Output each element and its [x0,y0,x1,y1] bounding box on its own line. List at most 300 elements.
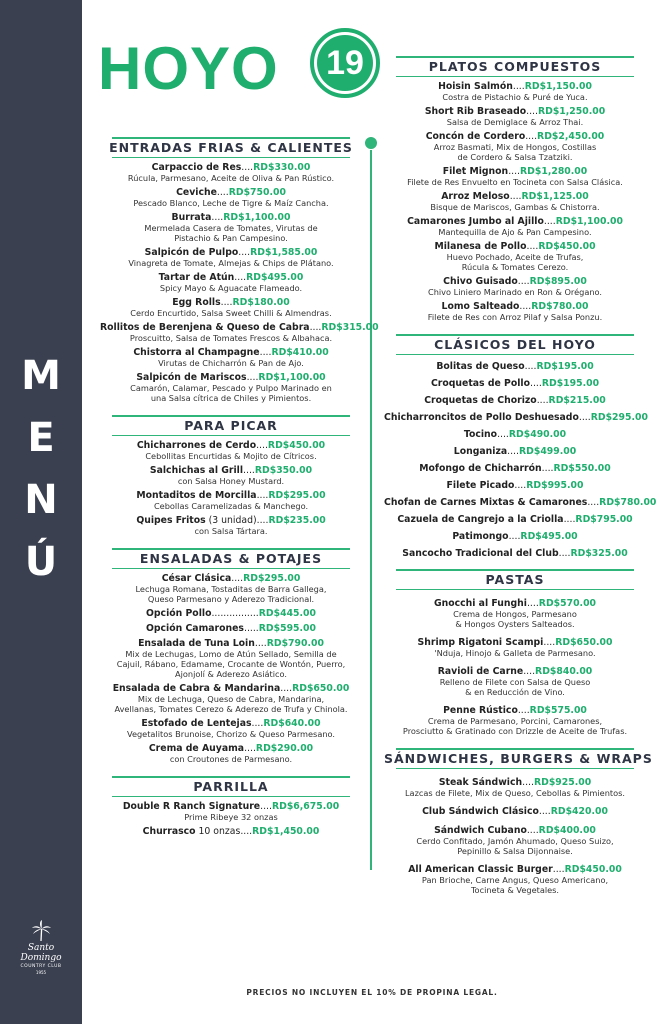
menu-item-line [100,573,362,584]
menu-item-description: Filete de Res Envuelto en Tocineta con Salsa Clásica. [407,177,623,187]
section-title-picar: PARA PICAR [100,415,362,436]
menu-item-description: Bisque de Mariscos, Gambas & Chistorra. [430,202,600,212]
menu-item-name: Croquetas de Chorizo [424,395,537,406]
menu-item-description: Spicy Mayo & Aguacate Flameado. [159,283,303,293]
menu-item-leader: .... [538,806,551,817]
menu-item-line [384,637,646,648]
menu-item [384,412,646,423]
menu-item-price: RD$750.00 [228,187,286,198]
menu-item-description: Camarón, Calamar, Pescado y Pulpo Marinado en una Salsa cítrica de Chiles y Pimientos. [130,383,332,403]
menu-item-price: RD$195.00 [541,378,600,389]
menu-item-price: RD$1,585.00 [250,247,318,258]
menu-item-name: Filete Picado [446,480,515,491]
menu-item [384,106,646,127]
menu-item [100,490,362,511]
menu-item-price: RD$1,100.00 [258,372,326,383]
menu-item-price: RD$290.00 [255,743,314,754]
menu-item-price: RD$640.00 [263,718,321,729]
menu-item-price: RD$445.00 [258,608,316,619]
menu-item [100,322,379,343]
menu-item-name: Churrasco [142,826,196,837]
menu-item-name: Crema de Auyama [148,743,245,754]
menu-item [100,297,362,318]
menu-item-name: Ensalada de Tuna Loin [138,638,255,649]
right-column [384,56,657,895]
menu-item-line [384,106,646,117]
menu-item-name: Cazuela de Cangrejo a la Criolla [397,514,564,525]
menu-item [384,191,646,212]
menu-item-price: RD$780.00 [531,301,589,312]
menu-item-price: RD$650.00 [555,637,613,648]
club-logo [6,920,76,975]
menu-item-name: Salpicón de Mariscos [136,372,247,383]
menu-item-price: RD$2,450.00 [537,131,605,142]
menu-item-leader: .... [254,638,267,649]
picar-list [100,440,362,536]
menu-item-leader: .... [216,187,229,198]
menu-item-price: RD$570.00 [538,598,597,609]
menu-item-name: Chicharroncitos de Pollo Deshuesado [384,412,579,423]
menu-item-leader: .... [238,247,251,258]
menu-item-line [100,322,379,333]
menu-item-name: Quipes Fritos [136,515,206,526]
menu-item-line [384,446,646,457]
menu-item-leader: .... [552,864,565,875]
menu-item-leader: .... [512,81,525,92]
menu-item-name: Bolitas de Queso [436,361,525,372]
menu-item-name: Rollitos de Berenjena & Queso de Cabra [100,322,310,333]
menu-item-name: Patimongo [452,531,509,542]
menu-item-name: Burrata [171,212,212,223]
menu-item-leader: .... [220,297,233,308]
menu-item-name: Carpaccio de Res [151,162,242,173]
menu-item-name: Opción Camarones [145,623,244,634]
menu-item-description: Huevo Pochado, Aceite de Trufas, Rúcula & Tomates Cerezo. [446,252,584,272]
menu-item-name: Chicharrones de Cerdo [136,440,257,451]
menu-item-name: Sancocho Tradicional del Club [402,548,559,559]
menu-item-price: RD$495.00 [246,272,304,283]
menu-item-price: RD$499.00 [518,446,577,457]
menu-item [384,480,646,491]
sandwiches-list [384,777,646,895]
menu-letter: M [21,353,61,399]
menu-item-price: RD$350.00 [254,465,313,476]
menu-item-line [384,806,646,817]
menu-item-line [384,825,646,836]
menu-item [100,683,362,714]
menu-item-leader: .... [541,463,554,474]
menu-item-description: Costra de Pistachio & Puré de Yuca. [442,92,588,102]
menu-item-leader: .... [497,429,509,440]
menu-item-leader: .... [517,276,530,287]
menu-item [100,162,362,183]
menu-item-leader: .... [522,777,534,788]
menu-item-price: RD$795.00 [575,514,633,525]
menu-item-description: Mermelada Casera de Tomates, Virutas de Pistachio & Pan Campesino. [144,223,318,243]
menu-item-line [384,241,646,252]
menu-item-description: Crema de Hongos, Parmesano & Hongos Oysters Salteados. [453,609,577,629]
menu-item [384,81,646,102]
menu-item-description: Lazcas de Filete, Mix de Queso, Cebollas & Pimientos. [404,788,625,798]
menu-item-name: All American Classic Burger [408,864,553,875]
menu-item-leader: .... [525,131,538,142]
menu-item-name: Chofan de Carnes Mixtas & Camarones [384,497,588,508]
menu-item-leader: ................ [211,608,259,619]
menu-item-description: Lechuga Romana, Tostaditas de Barra Gallega, Queso Parmesano y Aderezo Tradicional. [135,584,327,604]
brand-number: 19 [317,35,373,91]
menu-item-description: Mix de Lechuga, Queso de Cabra, Mandarina, Avellanas, Tomates Cerezo & Aderezo de Trufa y Chinola. [114,694,348,714]
menu-item-name: Egg Rolls [172,297,221,308]
menu-item-line [384,166,646,177]
menu-letter: N [24,477,58,523]
menu-item-price: RD$925.00 [533,777,592,788]
menu-item-leader: .... [256,440,268,451]
menu-item-description: Cebollitas Encurtidas & Mojito de Cítricos. [145,451,317,461]
menu-item-price: RD$790.00 [266,638,324,649]
flagstick-divider [370,150,372,870]
menu-item-name: Croquetas de Pollo [430,378,530,389]
menu-item [384,429,646,440]
section-title-entradas: ENTRADAS FRIAS & CALIENTES [100,137,362,158]
menu-item-line [384,666,646,677]
menu-item-price: RD$195.00 [536,361,594,372]
menu-item [384,463,646,474]
menu-item-price: RD$295.00 [243,573,301,584]
menu-item [100,247,362,268]
menu-item-name: Tocino [463,429,498,440]
menu-item [384,637,646,658]
menu-item [384,301,646,322]
menu-item-line [384,81,646,92]
menu-item-price: RD$1,100.00 [223,212,291,223]
menu-item-description: Pescado Blanco, Leche de Tigre & Maíz Cancha. [133,198,329,208]
menu-item-name: Arroz Meloso [441,191,510,202]
sidebar [0,0,82,1024]
menu-item-leader: .... [246,372,259,383]
menu-item-line [100,347,362,358]
menu-item-price: RD$420.00 [550,806,608,817]
menu-item-description: Cerdo Confitado, Jamón Ahumado, Queso Suizo, Pepinillo & Salsa Dijonnaise. [416,836,614,856]
menu-item-price: RD$895.00 [529,276,587,287]
menu-item-description: Vinagreta de Tomate, Almejas & Chips de Plátano. [128,258,334,268]
menu-item-description: Pan Brioche, Carne Angus, Queso Americano, Tocineta & Vegetales. [421,875,609,895]
menu-item-leader: .... [251,718,264,729]
menu-item-description: Cerdo Encurtido, Salsa Sweet Chilli & Almendras. [130,308,332,318]
menu-item-line [100,490,362,501]
menu-item-name: Hoisin Salmón [438,81,513,92]
section-title-ensaladas: ENSALADAS & POTAJES [100,548,362,569]
menu-item-price: RD$995.00 [526,480,584,491]
menu-item-leader: .... [211,212,224,223]
menu-item-line [100,826,362,837]
menu-item-line [384,191,646,202]
menu-item-price: RD$1,100.00 [555,216,623,227]
section-title-parrilla: PARRILLA [100,776,362,797]
menu-item-price: RD$840.00 [535,666,593,677]
menu-item-price: RD$295.00 [268,490,326,501]
menu-item [100,801,362,822]
menu-item-line [100,247,362,258]
menu-item-line [100,465,362,476]
menu-vertical-title [0,345,82,593]
menu-item-leader: .... [508,531,521,542]
parrilla-list [100,801,362,837]
menu-item-price: RD$575.00 [529,705,587,716]
menu-item-leader: .... [517,705,530,716]
menu-item-description: 'Nduja, Hinojo & Galleta de Parmesano. [434,648,596,658]
menu-item-line [384,463,646,474]
menu-item [384,497,657,508]
menu-item-description: Arroz Basmati, Mix de Hongos, Costillas de Cordero & Salsa Tzatziki. [433,142,597,162]
menu-item [100,608,362,619]
menu-item-leader: .... [519,301,532,312]
menu-item [384,777,646,798]
left-column [100,137,379,837]
menu-item-leader: .... [578,412,591,423]
menu-item [100,440,362,461]
menu-item-description: con Salsa Tártara. [194,526,268,536]
menu-item-line [100,372,362,383]
menu-item-leader: .... [526,241,539,252]
menu-item-line [100,683,362,694]
menu-item-leader: .... [526,106,538,117]
section-title-clasicos: CLÁSICOS DEL HOYO [384,334,646,355]
menu-item-line [384,705,646,716]
menu-item-description: Prime Ribeye 32 onzas [184,812,278,822]
menu-item-line [100,212,362,223]
menu-item [100,187,362,208]
menu-item [100,638,362,679]
menu-item-leader: .... [234,272,247,283]
menu-item-price: RD$325.00 [570,548,628,559]
menu-item [100,623,362,634]
menu-item-name: Chistorra al Champagne [133,347,260,358]
menu-item-price: RD$1,450.00 [252,826,320,837]
menu-item [100,826,362,837]
menu-item-leader: ..... [243,623,259,634]
menu-item [384,361,646,372]
pastas-list [384,598,646,736]
menu-letter: Ú [24,539,58,585]
menu-item-description: Cebollas Caramelizadas & Manchego. [153,501,309,511]
menu-item-leader: .... [526,825,539,836]
menu-item-description: Chivo Liniero Marinado en Ron & Orégano. [428,287,602,297]
menu-item [384,395,646,406]
menu-letter: E [27,415,55,461]
menu-item-leader: .... [558,548,571,559]
menu-item-price: RD$1,250.00 [537,106,606,117]
menu-item-price: RD$450.00 [267,440,326,451]
menu-item-line [384,131,646,142]
compuestos-list [384,81,646,322]
menu-item-name: Short Rib Braseado [424,106,527,117]
menu-item [384,806,646,817]
menu-item-name: Milanesa de Pollo [434,241,527,252]
menu-item-line [100,638,362,649]
menu-item [384,825,646,856]
menu-item-name: Ensalada de Cabra & Mandarina [112,683,281,694]
ensaladas-list [100,573,362,764]
menu-item-line [384,480,646,491]
menu-item [100,743,362,764]
menu-item-leader: .... [259,347,272,358]
menu-item-description: Virutas de Chicharrón & Pan de Ajo. [158,358,304,368]
menu-item-price: RD$550.00 [553,463,611,474]
brand-number-badge [310,28,380,98]
menu-item-leader: .... [241,162,254,173]
menu-item-name: Gnocchi al Funghi [433,598,527,609]
menu-item-description: con Croutones de Parmesano. [169,754,293,764]
menu-item-name: Ceviche [176,187,217,198]
menu-item-leader: .... [240,826,253,837]
menu-item-line [384,378,646,389]
logo-script-text: Santo Domingo [20,943,62,963]
menu-item-line [100,743,362,754]
menu-item [384,216,646,237]
menu-item-price: RD$6,675.00 [271,801,340,812]
menu-item-name: Tartar de Atún [158,272,235,283]
menu-item-line [384,216,646,227]
menu-item-price: RD$180.00 [232,297,290,308]
menu-item-description: Salsa de Demiglace & Arroz Thai. [446,117,584,127]
menu-item-price: RD$780.00 [599,497,657,508]
menu-item-price: RD$410.00 [271,347,329,358]
clasicos-list [384,361,657,559]
menu-item-name: Estofado de Lentejas [141,718,252,729]
logo-club-text: COUNTRY CLUB [20,964,62,969]
menu-item-price: RD$1,125.00 [521,191,589,202]
section-title-pastas: PASTAS [384,569,646,590]
menu-item-leader: .... [543,216,556,227]
menu-item-name: Opción Pollo [146,608,212,619]
menu-item-price: RD$315.00 [321,322,379,333]
menu-item [100,347,362,368]
menu-item [100,465,362,486]
entradas-list [100,162,379,403]
menu-item-leader: .... [523,666,536,677]
menu-item-line [100,272,362,283]
menu-item-line [100,801,362,812]
menu-item-price: RD$490.00 [508,429,567,440]
menu-item-name: Filet Mignon [442,166,509,177]
menu-item-leader: .... [543,637,556,648]
menu-item [100,212,362,243]
menu-item-line [100,187,362,198]
menu-item-name: Lomo Salteado [441,301,520,312]
menu-item-description: Crema de Parmesano, Porcini, Camarones, Prosciutto & Gratinado con Drizzle de Aceite de Trufas. [402,716,628,736]
menu-item-leader: .... [260,801,272,812]
menu-item-name: Concón de Cordero [425,131,526,142]
menu-item-description: Relleno de Filete con Salsa de Queso & en Reducción de Vino. [439,677,591,697]
menu-item-line [100,162,362,173]
menu-item-leader: .... [563,514,576,525]
menu-item-leader: .... [529,378,542,389]
menu-item-name: Sándwich Cubano [434,825,527,836]
menu-item-line [384,514,646,525]
menu-item-line [100,718,362,729]
menu-item-leader: .... [231,573,244,584]
menu-item-line [384,276,646,287]
menu-item-price: RD$215.00 [548,395,606,406]
menu-item-line [384,497,657,508]
menu-item-description: Vegetalitos Brunoise, Chorizo & Queso Parmesano. [126,729,336,739]
menu-item-line [384,864,646,875]
menu-item-name: Ravioli de Carne [437,666,524,677]
menu-item-name: Double R Ranch Signature [122,801,261,812]
brand-title: HOYO [98,35,279,102]
menu-item [100,573,362,604]
menu-item-description: Filete de Res con Arroz Pilaf y Salsa Ponzu. [427,312,603,322]
footer-note: PRECIOS NO INCLUYEN EL 10% DE PROPINA LEGAL. [246,988,498,997]
menu-item-line [384,531,646,542]
menu-item-note: 10 onzas [195,826,241,837]
menu-item-name: Penne Rústico [443,705,518,716]
menu-item-description: Mantequilla de Ajo & Pan Campesino. [438,227,592,237]
menu-item-price: RD$1,280.00 [520,166,588,177]
menu-item-price: RD$495.00 [520,531,578,542]
menu-item-leader: .... [256,515,269,526]
menu-item-leader: .... [244,743,256,754]
menu-item-leader: .... [587,497,600,508]
menu-item [100,272,362,293]
menu-item [384,241,646,272]
menu-item-name: Montaditos de Morcilla [136,490,257,501]
menu-item-line [384,412,646,423]
menu-item-description: Proscuitto, Salsa de Tomates Frescos & Albahaca. [129,333,333,343]
menu-item-leader: .... [526,598,539,609]
menu-item-price: RD$450.00 [538,241,596,252]
section-title-sandwiches: SÁNDWICHES, BURGERS & WRAPS [384,748,646,769]
section-title-compuestos: PLATOS COMPUESTOS [384,56,646,77]
menu-item-line [100,440,362,451]
menu-item [384,864,646,895]
menu-item [384,548,646,559]
menu-item-price: RD$1,150.00 [524,81,592,92]
menu-item-leader: .... [524,361,537,372]
menu-item-name: César Clásica [161,573,232,584]
menu-item-name: Salpicón de Pulpo [144,247,239,258]
menu-item-price: RD$295.00 [590,412,648,423]
menu-item-description: Rúcula, Parmesano, Aceite de Oliva & Pan Rústico. [127,173,335,183]
menu-item-price: RD$235.00 [268,515,326,526]
menu-item [384,276,646,297]
menu-item [384,378,646,389]
menu-item-name: Salchichas al Grill [149,465,244,476]
menu-item-name: Club Sándwich Clásico [422,806,539,817]
menu-item-name: Longaniza [453,446,508,457]
menu-item-line [100,623,362,634]
menu-item-leader: .... [309,322,322,333]
menu-item [384,598,646,629]
menu-item-line [100,515,362,526]
menu-item-leader: .... [509,191,522,202]
menu-item-leader: .... [243,465,255,476]
menu-item-leader: .... [514,480,527,491]
menu-item [384,531,646,542]
menu-item-note: (3 unidad) [205,515,257,526]
logo-year-text: 1955 [35,970,47,975]
menu-item-line [384,395,646,406]
menu-item-leader: .... [280,683,293,694]
menu-item-price: RD$330.00 [253,162,311,173]
menu-item-line [384,429,646,440]
menu-item-line [384,548,646,559]
menu-item-name: Camarones Jumbo al Ajillo [407,216,544,227]
menu-item [384,705,646,736]
menu-item-description: con Salsa Honey Mustard. [177,476,285,486]
menu-item [384,446,646,457]
menu-item-leader: .... [256,490,269,501]
